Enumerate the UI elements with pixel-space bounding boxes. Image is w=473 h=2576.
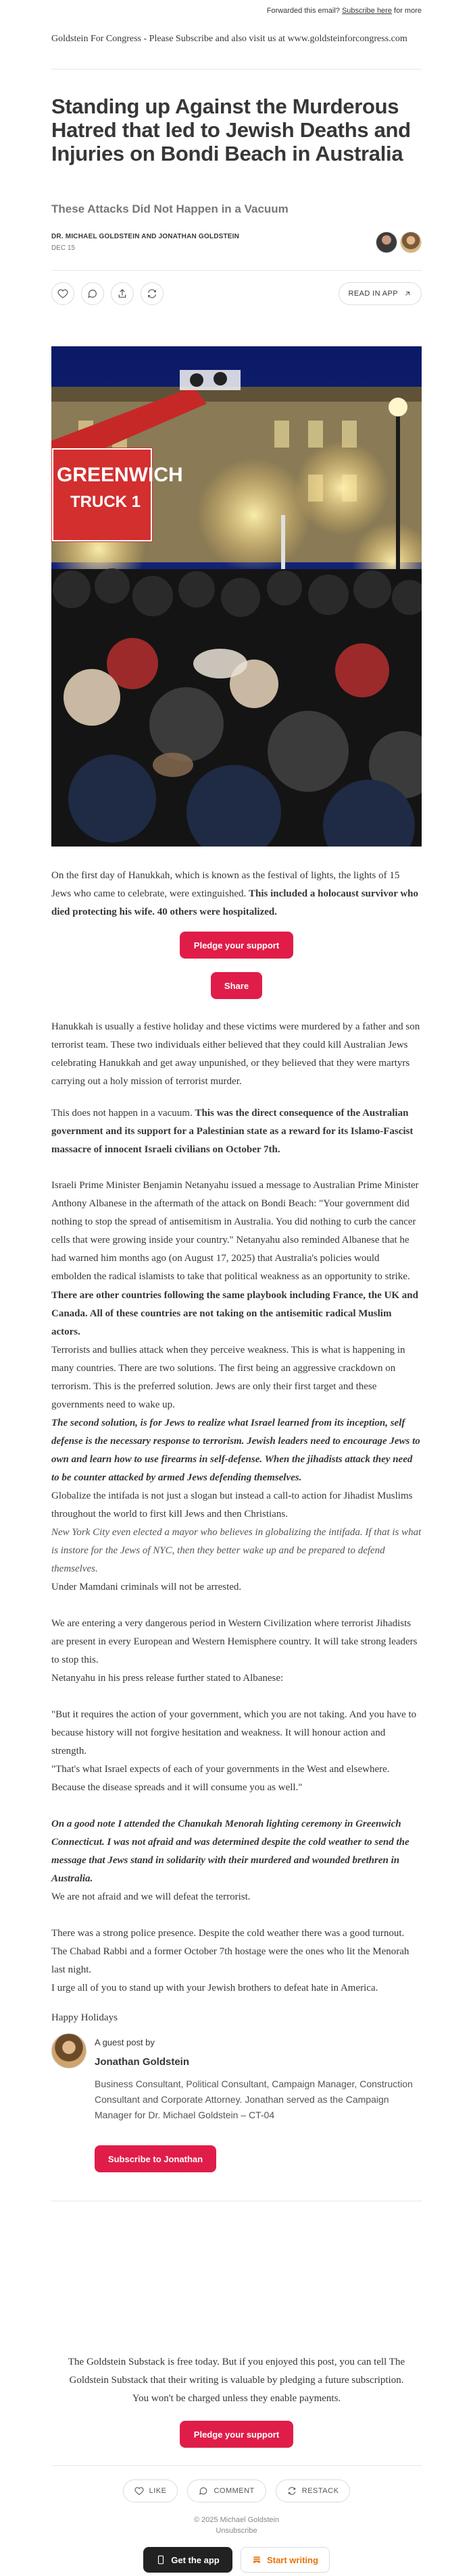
comment-button[interactable] — [81, 282, 104, 305]
paragraph: Terrorists and bullies attack when they perceive weakness. This is what is happening in many countries. There are two solutions. The first being an aggressive crackdown on terrorism. This is the preferred solution. Jews are only their first target and these governments need to wake up. — [51, 1345, 405, 1410]
truck-number-text: TRUCK 1 — [70, 493, 141, 511]
post-byline[interactable]: DR. MICHAEL GOLDSTEIN AND JONATHAN GOLDSTEIN — [51, 233, 240, 240]
avatar[interactable] — [376, 232, 397, 253]
paragraph: New York City even elected a mayor who believes in globalizing the intifada. If that is what is instore for the Jews of NYC, then they better wake up and be prepared to defend themselves. — [51, 1527, 422, 1574]
paragraph: Israeli Prime Minister Benjamin Netanyahu issued a message to Australian Prime Minister Anthony Albanese in the aftermath of the attack on Bondi Beach: "Your government did nothing to stop the spread of antisemitism in Australia. You did nothing to curb the cancer cells that were growing inside your country." Netanyahu also reminded Albanese that he had warned him months ago (on August 17, 2025) that Australia's policies would embolden the radical islamists to take that political weakness as an opportunity to strike. — [51, 1180, 419, 1282]
quote-paragraph: "That's what Israel expects of each of your governments in the West and elsewhere. Because the disease spreads and it will consume you as well." — [51, 1764, 390, 1793]
post-actions — [51, 282, 422, 305]
substack-logo-icon — [252, 2555, 262, 2565]
pledge-support-button[interactable]: Pledge your support — [180, 932, 293, 959]
footer-text: The Goldstein Substack is free today. But if you enjoyed this post, you can tell The Goldstein Substack that their writing is valuable by pledging a future subscription. You won't be charged unless they enable payments. — [68, 2357, 405, 2404]
paragraph: Happy Holidays — [51, 2012, 118, 2023]
get-the-app-button[interactable]: Get the app — [143, 2547, 232, 2573]
preheader: Goldstein For Congress - Please Subscribe and also visit us at www.goldsteinforcongress.com — [51, 34, 407, 44]
avatar[interactable] — [400, 232, 422, 253]
comment-icon — [199, 2486, 208, 2496]
author-avatars — [376, 232, 422, 253]
guest-name[interactable]: Jonathan Goldstein — [95, 2056, 190, 2068]
unsubscribe-link[interactable]: Unsubscribe — [216, 2527, 257, 2535]
footer-like-button[interactable]: LIKE — [123, 2479, 178, 2502]
quote-paragraph: "But it requires the action of your government, which you are not taking. And you have to because history will not forgive hesitation and weakness. It will honour action and strength. — [51, 1709, 417, 1756]
paragraph: We are entering a very dangerous period in Western Civilization where terrorist Jihadists are present in every European and Western Hemisphere country. It will take strong leaders to stop this. — [51, 1618, 418, 1665]
share-icon — [117, 288, 128, 299]
divider — [51, 270, 422, 271]
menorah-crowd-photo — [51, 346, 422, 847]
guest-bio: Business Consultant, Political Consultant, Campaign Manager, Construction Consultant and Corporate Attorney. Jonathan served as the Campaign Manager for Dr. Michael Goldstein – CT-04 — [95, 2078, 413, 2120]
paragraph: This does not happen in a vacuum. This was the direct consequence of the Australian government and its support for a Palestinian state as a reward for its Islamo-Fascist massacre of innocent Israeli civilians on October 7th. — [51, 1108, 414, 1155]
heart-icon — [57, 288, 68, 299]
restack-icon — [287, 2486, 297, 2496]
paragraph: On the first day of Hanukkah, which is known as the festival of lights, the lights of 15 Jews who came to celebrate, were extinguished. This included a holocaust survivor who died protecting his wife. 40 others were hospitalized. — [51, 870, 419, 917]
share-button[interactable] — [111, 282, 134, 305]
app-buttons — [0, 2547, 473, 2573]
heart-icon — [134, 2486, 144, 2496]
subscribe-here-link[interactable]: Subscribe here — [341, 7, 392, 15]
paragraph: Under Mamdani criminals will not be arrested. — [51, 1582, 242, 1592]
start-writing-button[interactable]: Start writing — [241, 2547, 330, 2573]
paragraph: Hanukkah is usually a festive holiday and these victims were murdered by a father and son terrorist team. These two individuals either believed that they could kill Australian Jews celebrating Hanukkah and get away unpunished, or they believed that they were martyrs carrying out a holy mission of terrorist murder. — [51, 1021, 420, 1087]
truck-sign-text: GREENWICH — [57, 464, 183, 486]
paragraph: There was a strong police presence. Despite the cold weather there was a good turnout. The Chabad Rabbi and a former October 7th hostage were the ones who lit the Menorah last night. — [51, 1928, 409, 1975]
paragraph: Globalize the intifada is not just a slogan but instead a call-to action for Jihadist Muslims throughout the world to first kill Jews and then Christians. — [51, 1491, 413, 1520]
paragraph: On a good note I attended the Chanukah Menorah lighting ceremony in Greenwich Connecticut. I was not afraid and was determined despite the cold weather to send the message that Jews stand in solidarity with their murdered and wounded brethren in Australia. — [51, 1819, 409, 1884]
divider — [51, 2465, 422, 2466]
post-title[interactable]: Standing up Against the Murderous Hatred that led to Jewish Deaths and Injuries on Bondi Beach in Australia — [51, 95, 411, 165]
paragraph: Netanyahu in his press release further stated to Albanese: — [51, 1673, 284, 1684]
subscribe-to-jonathan-button[interactable]: Subscribe to Jonathan — [95, 2145, 216, 2172]
divider — [51, 69, 422, 70]
copyright: © 2025 Michael Goldstein — [193, 2516, 280, 2524]
share-button[interactable]: Share — [211, 972, 262, 999]
footer-comment-button[interactable]: COMMENT — [187, 2479, 266, 2502]
guest-label: A guest post by — [95, 2037, 155, 2047]
footer-actions — [0, 2479, 473, 2502]
paragraph: We are not afraid and we will defeat the terrorist. — [51, 1891, 251, 1902]
paragraph: I urge all of you to stand up with your Jewish brothers to defeat hate in America. — [51, 1983, 378, 1993]
comment-icon — [87, 288, 98, 299]
guest-avatar[interactable] — [51, 2033, 86, 2068]
post-date: DEC 15 — [51, 244, 76, 252]
phone-icon — [156, 2555, 166, 2565]
paragraph: The second solution, is for Jews to realize what Israel learned from its inception, self defense is the necessary response to terrorism. Jewish leaders need to encourage Jews to own and learn how to use firearms in self-defense. When the jihadists attack they need to be counter attacked by armed Jews defending themselves. — [51, 1418, 420, 1483]
footer-restack-button[interactable]: RESTACK — [276, 2479, 351, 2502]
like-button[interactable] — [51, 282, 74, 305]
forwarded-notice: Forwarded this email? Subscribe here for more — [266, 7, 422, 15]
read-in-app-button[interactable]: READ IN APP — [339, 282, 422, 305]
post-subtitle: These Attacks Did Not Happen in a Vacuum — [51, 203, 289, 215]
arrow-up-right-icon — [403, 290, 412, 298]
restack-icon — [147, 288, 157, 299]
post-image[interactable] — [51, 346, 422, 847]
paragraph: There are other countries following the same playbook including France, the UK and Canada. All of these countries are not taking on the antisemitic radical Muslim actors. — [51, 1290, 418, 1337]
restack-button[interactable] — [141, 282, 164, 305]
pledge-support-button[interactable]: Pledge your support — [180, 2421, 293, 2448]
